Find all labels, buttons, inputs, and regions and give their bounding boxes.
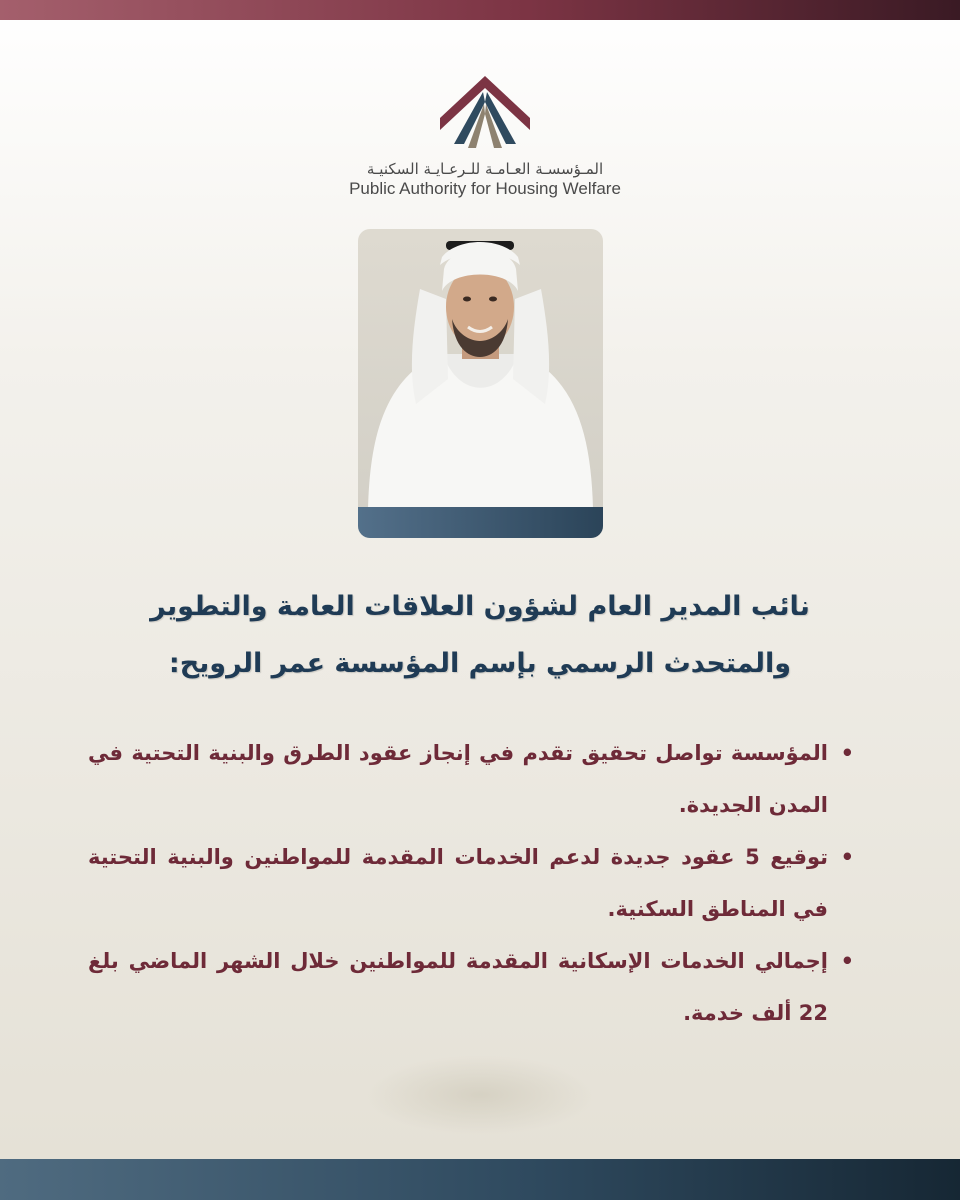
bullet-text: إجمالي الخدمات الإسكانية المقدمة للمواطنين خلال الشهر الماضي بلغ 22 ألف خدمة. [88, 949, 828, 1025]
headline-line-2: والمتحدث الرسمي بإسم المؤسسة عمر الرويح: [168, 648, 792, 679]
org-name-english: Public Authority for Housing Welfare [349, 179, 621, 198]
photo-card-band [358, 507, 603, 538]
list-item [88, 727, 858, 831]
spokesperson-photo-card [358, 229, 603, 538]
bullet-dot-icon: • [840, 949, 854, 973]
list-item [88, 935, 858, 1039]
bullet-dot-icon: • [840, 845, 854, 869]
bullet-dot-icon: • [840, 741, 854, 765]
decorative-blur [365, 1055, 595, 1135]
org-name-arabic: المـؤسسـة العـامـة للـرعـايـة السكنيـة [366, 160, 604, 178]
headline-line-1: نائب المدير العام لشؤون العلاقات العامة والتطوير [150, 591, 810, 622]
house-roof-logo-icon [440, 74, 530, 150]
headline [80, 578, 880, 692]
list-item [88, 831, 858, 935]
person-portrait-icon [358, 229, 603, 509]
organization-logo [330, 74, 640, 204]
bottom-accent-bar [0, 1159, 960, 1200]
top-accent-bar [0, 0, 960, 20]
bullet-text: المؤسسة تواصل تحقيق تقدم في إنجاز عقود الطرق والبنية التحتية في المدن الجديدة. [88, 741, 828, 817]
bullet-text: توقيع 5 عقود جديدة لدعم الخدمات المقدمة للمواطنين والبنية التحتية في المناطق السكنية. [88, 845, 828, 921]
statement-bullet-list [88, 727, 858, 1039]
